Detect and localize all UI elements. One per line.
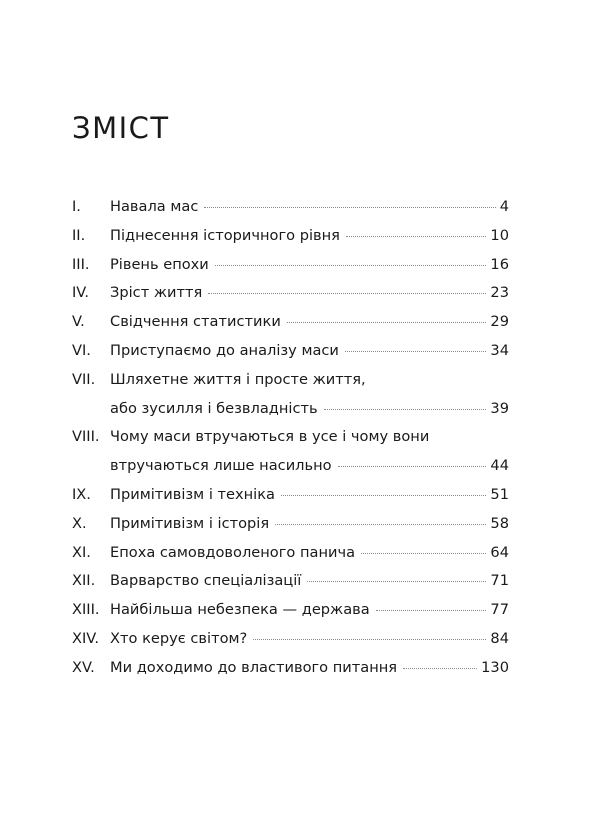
chapter-title: Примітивізм і техніка bbox=[110, 485, 275, 503]
dot-leader bbox=[346, 236, 486, 237]
toc-entry-2[interactable] bbox=[72, 227, 509, 256]
toc-entry-10[interactable] bbox=[72, 515, 509, 544]
chapter-number: VII. bbox=[72, 370, 96, 388]
toc-entry-1[interactable] bbox=[72, 198, 509, 227]
chapter-title: Зріст життя bbox=[110, 284, 203, 302]
toc-entry-7-line-1[interactable] bbox=[72, 371, 509, 400]
page-number: 44 bbox=[490, 457, 509, 475]
page-number: 64 bbox=[490, 543, 509, 561]
toc-entry-9[interactable] bbox=[72, 486, 509, 515]
toc-entry-3[interactable] bbox=[72, 256, 509, 285]
chapter-title: Чому маси втручаються в усе і чому вони bbox=[110, 428, 430, 446]
chapter-title: Примітивізм і історія bbox=[110, 514, 270, 532]
chapter-number: V. bbox=[72, 313, 85, 331]
dot-leader bbox=[275, 524, 486, 525]
chapter-title: Навала мас bbox=[110, 198, 199, 215]
dot-leader bbox=[287, 322, 487, 323]
dot-leader bbox=[204, 207, 495, 208]
dot-leader bbox=[215, 265, 487, 266]
chapter-title-continued: або зусилля і безвладність bbox=[110, 399, 318, 417]
page-number: 77 bbox=[490, 601, 509, 619]
dot-leader bbox=[345, 351, 487, 352]
toc-entry-14[interactable] bbox=[72, 630, 509, 659]
chapter-title: Піднесення історичного рівня bbox=[110, 226, 340, 244]
toc-entry-13[interactable] bbox=[72, 601, 509, 630]
dot-leader bbox=[307, 581, 486, 582]
table-of-contents bbox=[72, 198, 509, 688]
toc-entry-8-line-2[interactable] bbox=[72, 457, 509, 486]
chapter-title: Рівень епохи bbox=[110, 255, 209, 273]
chapter-number: XV. bbox=[72, 658, 95, 676]
chapter-title: Ми доходимо до властивого питання bbox=[110, 658, 398, 676]
page-number: 23 bbox=[490, 284, 509, 302]
dot-leader bbox=[361, 553, 486, 554]
page-number: 58 bbox=[490, 514, 509, 532]
chapter-number: IX. bbox=[72, 485, 91, 503]
toc-entry-7-line-2[interactable] bbox=[72, 400, 509, 429]
toc-entry-8-line-1[interactable] bbox=[72, 428, 509, 457]
chapter-number: III. bbox=[72, 255, 90, 273]
chapter-title: Шляхетне життя і просте життя, bbox=[110, 370, 366, 388]
page-number: 71 bbox=[490, 572, 509, 590]
dot-leader bbox=[376, 610, 487, 611]
chapter-title: Найбільша небезпека — держава bbox=[110, 601, 370, 619]
toc-entry-11[interactable] bbox=[72, 544, 509, 573]
toc-entry-5[interactable] bbox=[72, 313, 509, 342]
dot-leader bbox=[253, 639, 486, 640]
page-number: 29 bbox=[490, 313, 509, 331]
dot-leader bbox=[208, 293, 486, 294]
page-number: 39 bbox=[490, 399, 509, 417]
chapter-number: XII. bbox=[72, 572, 96, 590]
page-number: 4 bbox=[499, 198, 509, 215]
toc-entry-12[interactable] bbox=[72, 572, 509, 601]
chapter-number: I. bbox=[72, 198, 81, 215]
chapter-number: II. bbox=[72, 226, 86, 244]
page-number: 10 bbox=[490, 226, 509, 244]
chapter-number: XI. bbox=[72, 543, 91, 561]
page-number: 34 bbox=[490, 341, 509, 359]
toc-entry-4[interactable] bbox=[72, 284, 509, 313]
chapter-title: Приступаємо до аналізу маси bbox=[110, 341, 339, 359]
chapter-number: VI. bbox=[72, 341, 91, 359]
toc-entry-6[interactable] bbox=[72, 342, 509, 371]
dot-leader bbox=[338, 466, 487, 467]
page-title: ЗМІСТ bbox=[72, 111, 170, 145]
chapter-title: Варварство спеціалізації bbox=[110, 572, 302, 590]
chapter-title: Хто керує світом? bbox=[110, 629, 248, 647]
chapter-title: Епоха самовдоволеного панича bbox=[110, 543, 356, 561]
page-number: 16 bbox=[490, 255, 509, 273]
page-number: 84 bbox=[490, 629, 509, 647]
chapter-number: VIII. bbox=[72, 428, 100, 446]
dot-leader bbox=[403, 668, 477, 669]
dot-leader bbox=[324, 409, 487, 410]
chapter-number: XIV. bbox=[72, 629, 100, 647]
chapter-number: XIII. bbox=[72, 601, 100, 619]
page-number: 51 bbox=[490, 485, 509, 503]
page-number: 130 bbox=[481, 658, 509, 676]
chapter-title: Свідчення статистики bbox=[110, 313, 281, 331]
chapter-number: X. bbox=[72, 514, 87, 532]
toc-entry-15[interactable] bbox=[72, 659, 509, 688]
chapter-title-continued: втручаються лише насильно bbox=[110, 457, 332, 475]
dot-leader bbox=[281, 495, 486, 496]
chapter-number: IV. bbox=[72, 284, 90, 302]
